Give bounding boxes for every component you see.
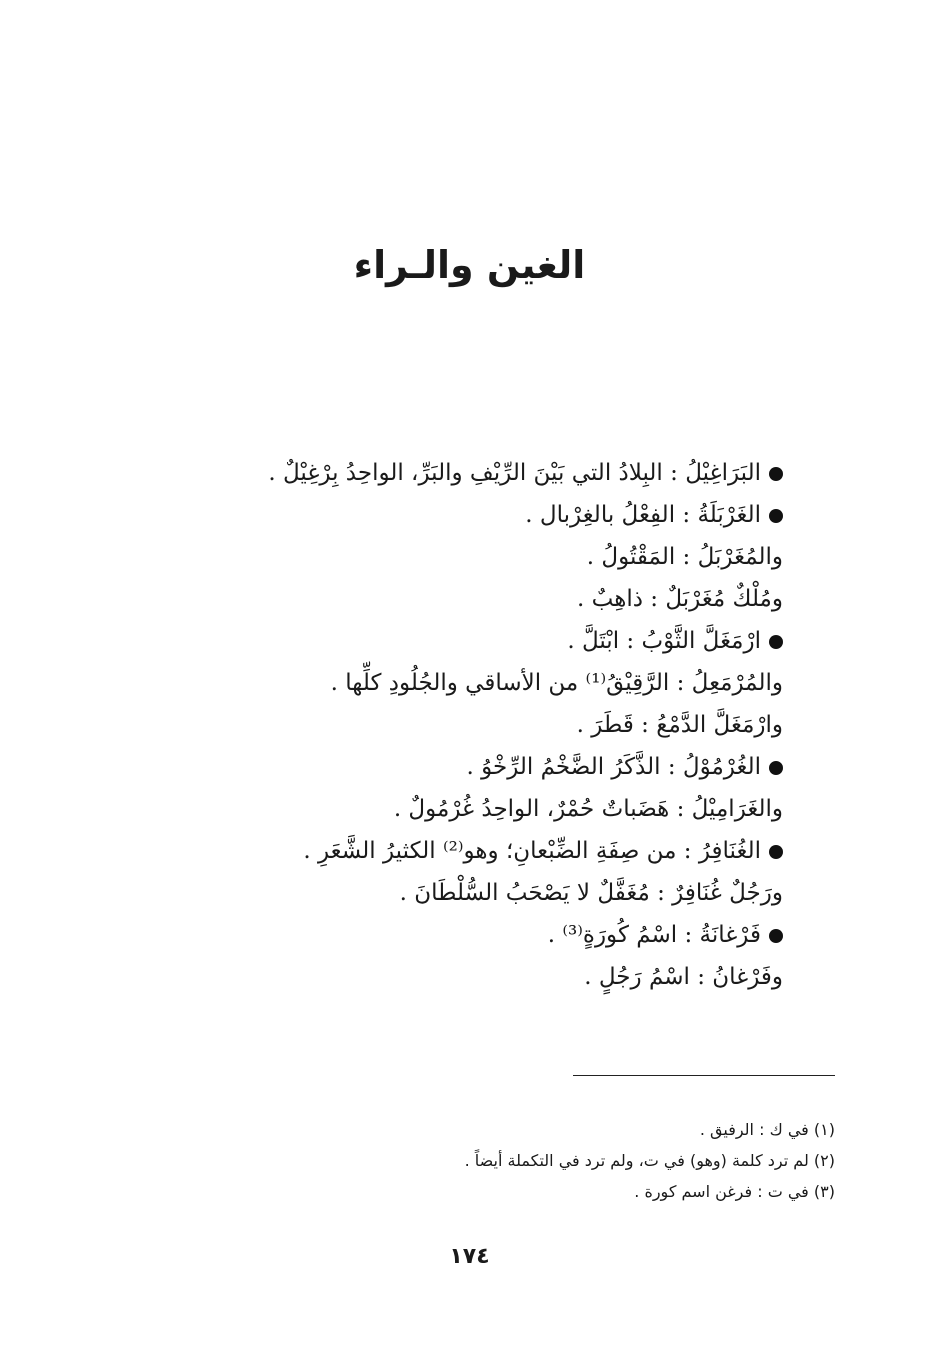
entry-text: ومُلْكٌ مُغَرْبَلٌ : ذاهِبٌ . bbox=[576, 586, 783, 612]
entry-line bbox=[123, 704, 783, 746]
entry-line bbox=[123, 662, 783, 704]
entry-line bbox=[123, 830, 783, 872]
entry-text: وفَرْغانُ : اسْمُ رَجُلٍ . bbox=[584, 964, 783, 990]
entry-text: الغُرْمُوْلُ : الذَّكَرُ الضَّخْمُ الرِّخْوُ . bbox=[466, 754, 761, 780]
entry-text: وارْمَغَلَّ الدَّمْعُ : قَطَرَ . bbox=[576, 712, 783, 738]
footnote: (١) في ك : الرفيق . bbox=[699, 1120, 835, 1139]
bullet-icon bbox=[769, 635, 783, 649]
entry-text: الغَرْبَلَةُ : الفِعْلُ بالغِرْبال . bbox=[525, 502, 761, 528]
entries-list bbox=[123, 452, 783, 998]
entry-line bbox=[123, 578, 783, 620]
entry-text: ارْمَغَلَّ الثَّوْبُ : ابْتَلَّ . bbox=[567, 628, 761, 654]
chapter-title: الغين والـراء bbox=[353, 243, 586, 287]
entry-text: الغُنَافِرُ : من صِفَةِ الضِّبْعانِ؛ وهو⁽²⁾ الكثيرُ الشَّعَرِ . bbox=[303, 838, 761, 864]
footnotes-list bbox=[275, 1114, 835, 1207]
entry-line bbox=[123, 788, 783, 830]
entry-line bbox=[123, 494, 783, 536]
entry-text: ورَجُلٌ غُنَافِرٌ : مُغَفَّلٌ لا يَصْحَبُ السُّلْطَانَ . bbox=[399, 880, 783, 906]
entry-text: والمُغَرْبَلُ : المَقْتُولُ . bbox=[586, 544, 783, 570]
footnote: (٢) لم ترد كلمة (وهو) في ت، ولم ترد في التكملة أيضاً . bbox=[464, 1151, 835, 1170]
bullet-icon bbox=[769, 845, 783, 859]
entry-line bbox=[123, 746, 783, 788]
footnote-divider bbox=[573, 1075, 835, 1076]
page-number: ١٧٤ bbox=[449, 1244, 490, 1269]
footnote: (٣) في ت : فرغن اسم كورة . bbox=[634, 1182, 835, 1201]
bullet-icon bbox=[769, 761, 783, 775]
entry-text: البَرَاغِيْلُ : البِلادُ التي بَيْنَ الرِّيْفِ والبَرِّ، الواحِدُ بِرْغِيْلٌ . bbox=[268, 460, 761, 486]
bullet-icon bbox=[769, 467, 783, 481]
entry-text: والغَرَامِيْلُ : هَضَباتٌ حُمْرٌ، الواحِدُ غُرْمُولٌ . bbox=[393, 796, 783, 822]
entry-line bbox=[123, 956, 783, 998]
entry-line bbox=[123, 872, 783, 914]
entry-line bbox=[123, 914, 783, 956]
entry-line bbox=[123, 620, 783, 662]
entry-line bbox=[123, 536, 783, 578]
entry-text: فَرْغانَةُ : اسْمُ كُورَةٍ⁽³⁾ . bbox=[547, 922, 761, 948]
bullet-icon bbox=[769, 929, 783, 943]
entry-line bbox=[123, 452, 783, 494]
bullet-icon bbox=[769, 509, 783, 523]
entry-text: والمُرْمَعِلُ : الرَّقِيْقُ⁽¹⁾ من الأساقي والجُلُودِ كلِّها . bbox=[330, 670, 783, 696]
